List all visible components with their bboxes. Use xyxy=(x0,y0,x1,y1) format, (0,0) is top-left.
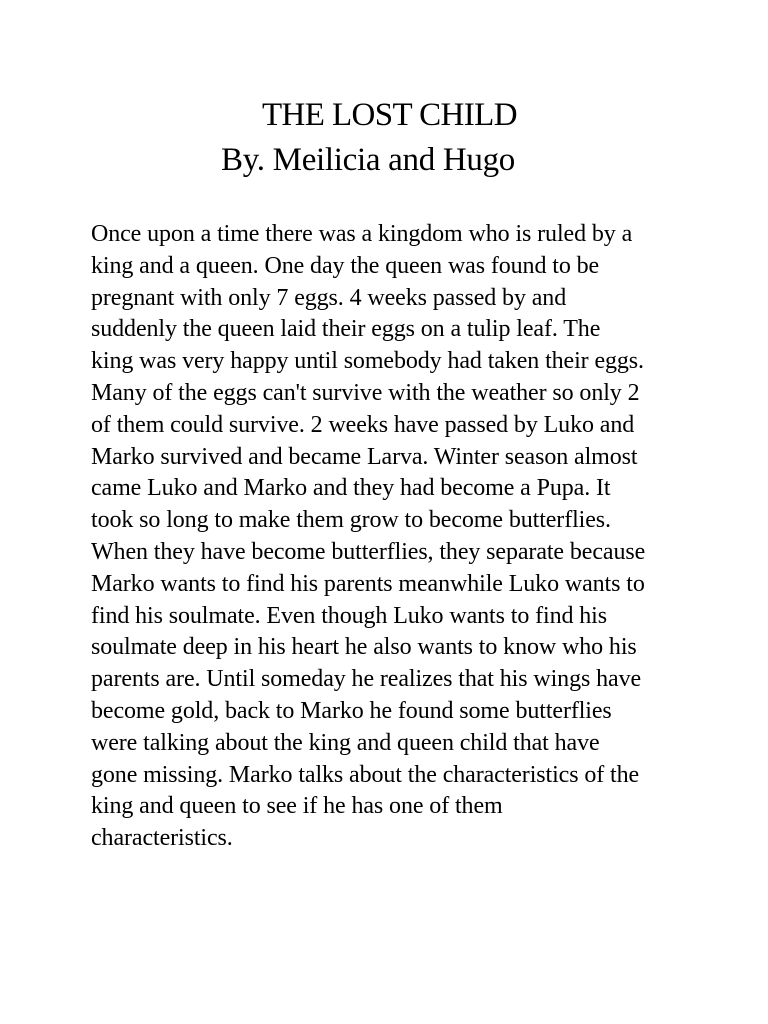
story-line: king and a queen. One day the queen was found to be xyxy=(91,252,600,279)
story-line: of them could survive. 2 weeks have passed by Luko and xyxy=(91,411,635,438)
story-line: Many of the eggs can't survive with the weather so only 2 xyxy=(91,379,640,406)
story-line: Marko wants to find his parents meanwhile Luko wants to xyxy=(91,570,645,597)
story-line: Once upon a time there was a kingdom who is ruled by a xyxy=(91,221,633,247)
story-line: Marko survived and became Larva. Winter season almost xyxy=(91,443,638,470)
document-title: THE LOST CHILD xyxy=(262,97,517,133)
story-line: pregnant with only 7 eggs. 4 weeks passed by and xyxy=(91,284,567,311)
story-line: find his soulmate. Even though Luko wants to find his xyxy=(91,602,607,629)
story-line: were talking about the king and queen child that have xyxy=(91,729,600,756)
story-line: came Luko and Marko and they had become a Pupa. It xyxy=(91,475,611,502)
story-line: king was very happy until somebody had taken their eggs. xyxy=(91,348,644,375)
story-line: characteristics. xyxy=(91,825,233,852)
story-line: parents are. Until someday he realizes that his wings have xyxy=(91,666,642,693)
document-byline: By. Meilicia and Hugo xyxy=(221,142,516,178)
story-line: gone missing. Marko talks about the characteristics of the xyxy=(91,761,640,788)
story-body xyxy=(91,219,645,855)
story-line: When they have become butterflies, they separate because xyxy=(91,538,646,565)
story-line: took so long to make them grow to become butterflies. xyxy=(91,507,611,534)
story-line: suddenly the queen laid their eggs on a tulip leaf. The xyxy=(91,316,601,343)
story-line: become gold, back to Marko he found some butterflies xyxy=(91,697,612,724)
story-line: king and queen to see if he has one of them xyxy=(91,793,503,820)
story-line: soulmate deep in his heart he also wants to know who his xyxy=(91,634,637,661)
